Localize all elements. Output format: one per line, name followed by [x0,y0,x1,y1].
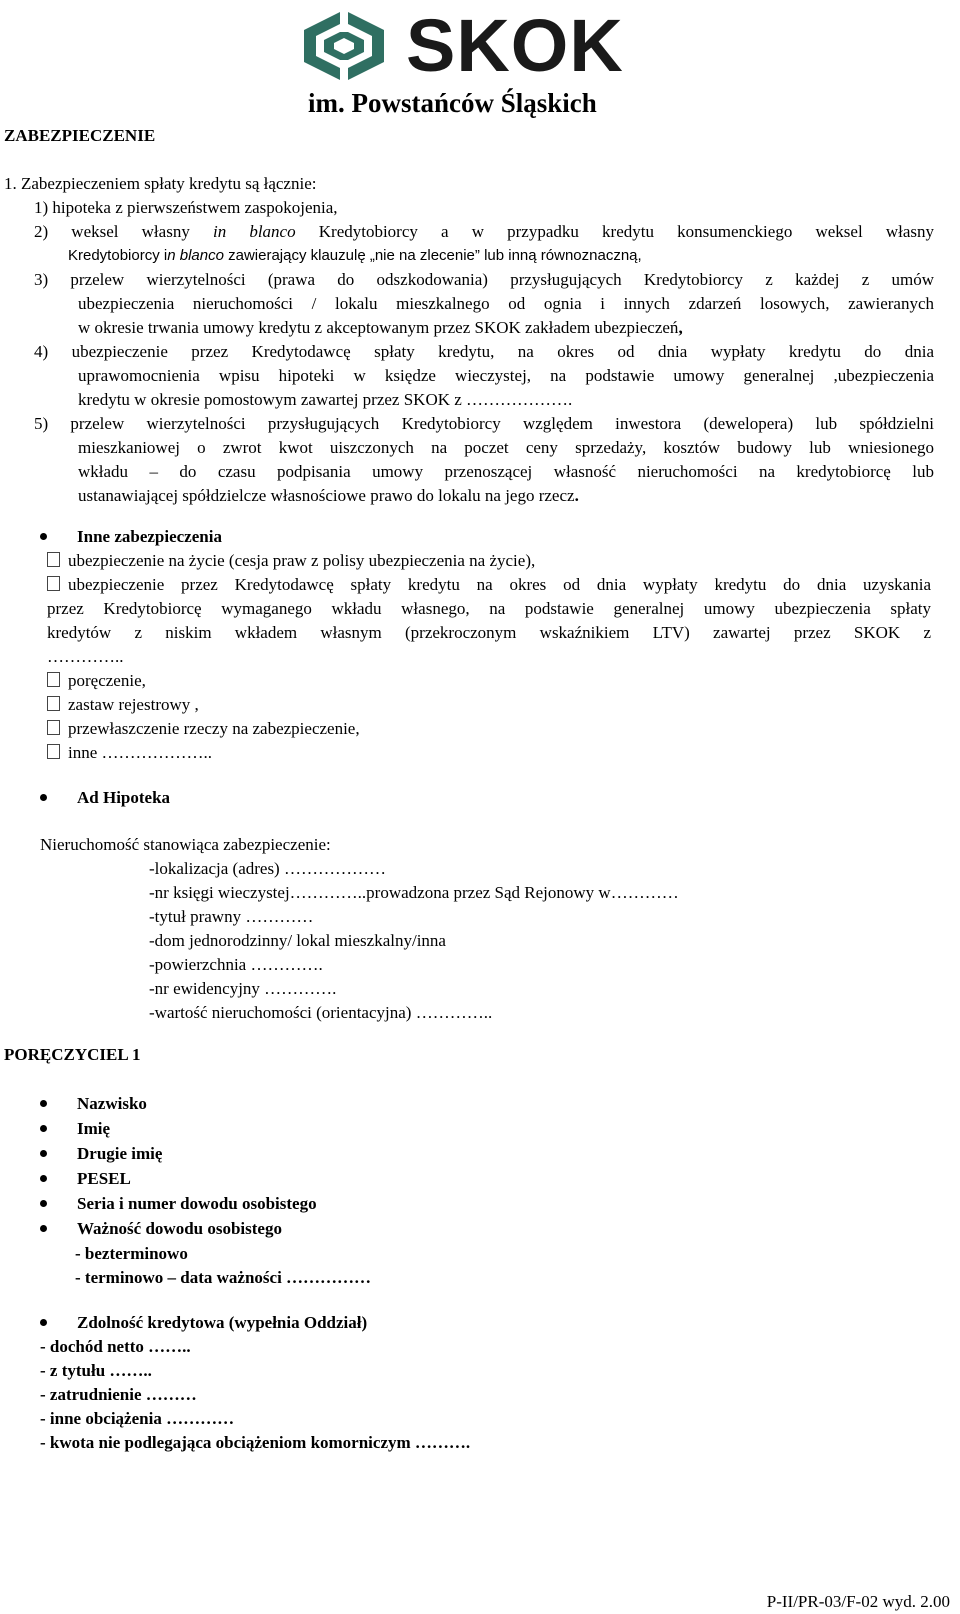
validity-option: - terminowo – data ważności …………… [75,1268,372,1287]
bullet-icon [40,1200,47,1207]
validity-option: - bezterminowo [75,1244,188,1263]
checkbox-icon[interactable] [47,672,60,687]
checkbox-icon[interactable] [47,744,60,759]
inne-option-1: ubezpieczenie na życie (cesja praw z polisy ubezpieczenia na życie), [47,549,931,573]
inne-option-3: poręczenie, [47,669,931,693]
zdolnosc-line: - kwota nie podlegająca obciążeniom komorniczym ………. [40,1433,471,1452]
inne-option-2-line-4: ………….. [47,647,124,666]
bullet-icon [40,1100,47,1107]
item-1: 1) hipoteka z pierwszeństwem zaspokojenia, [34,198,338,217]
checkbox-icon[interactable] [47,552,60,567]
item-3-line-3: w okresie trwania umowy kredytu z akceptowanym przez SKOK zakładem ubezpieczeń, [78,318,683,337]
hipoteka-line: -lokalizacja (adres) ……………… [149,859,386,878]
bullet-icon [40,794,47,801]
list-item: Seria i numer dowodu osobistego [0,1192,600,1217]
item-3-line-1: 3) przelew wierzytelności (prawa do odszkodowania) przysługujących Kredytobiorcy z każdej z umów [34,270,934,289]
skok-emblem-icon [296,8,392,84]
item-2-line-2: Kredytobiorcy in blanco zawierający klauzulę „nie na zlecenie” lub inną równoznaczną, [68,247,642,264]
zdolnosc-fields [40,1335,470,1455]
item-5-line-2: mieszkaniowej o zwrot kwot uiszczonych na poczet ceny sprzedaży, kosztów budowy lub wniesionego [78,438,934,457]
inne-option-4: zastaw rejestrowy , [47,693,931,717]
poreczyciel-fields [0,1092,600,1290]
item-4-line-2: uprawomocnienia wpisu hipoteki w księdze wieczystej, na podstawie umowy generalnej ,ubezpieczenia [78,366,934,385]
item-5-line-3: wkładu – do czasu podpisania umowy przenoszącej własność nieruchomości na kredytobiorcę lub [78,462,934,481]
zdolnosc-line: - inne obciążenia ………… [40,1409,235,1428]
document-code: P-II/PR-03/F-02 wyd. 2.00 [766,1592,950,1611]
item-5-line-4: ustanawiającej spółdzielcze własnościowe prawo do lokalu na jego rzecz. [78,486,579,505]
hipoteka-intro: Nieruchomość stanowiąca zabezpieczenie: [40,835,331,854]
zdolnosc-line: - zatrudnienie ……… [40,1385,197,1404]
hipoteka-line: -wartość nieruchomości (orientacyjna) ………….. [149,1003,493,1022]
checkbox-icon[interactable] [47,576,60,591]
list-item: Drugie imię [0,1142,600,1167]
inne-option-5: przewłaszczenie rzeczy na zabezpieczenie, [47,717,931,741]
inne-option-2-line-3: kredytów z niskim wkładem własnym (przekroczonym wskaźnikiem LTV) zawartej przez SKOK z [47,623,931,642]
zdolnosc-line: - dochód netto …….. [40,1337,191,1356]
zdolnosc-heading: Zdolność kredytowa (wypełnia Oddział) [77,1313,368,1332]
hipoteka-line: -dom jednorodzinny/ lokal mieszkalny/inna [149,931,446,950]
skok-logo [296,6,656,121]
bullet-icon [40,1150,47,1157]
inne-option-6: inne ……………….. [47,741,931,765]
checkbox-icon[interactable] [47,696,60,711]
logo-subtitle: im. Powstańców Śląskich [308,88,597,118]
bullet-icon [40,1225,47,1232]
poreczyciel-heading: PORĘCZYCIEL 1 [4,1045,141,1064]
inne-options [47,549,931,765]
hipoteka-line: -nr ewidencyjny …………. [149,979,337,998]
hipoteka-fields [149,857,679,1025]
bullet-icon [40,1175,47,1182]
hipoteka-heading: Ad Hipoteka [77,788,171,807]
section-title: ZABEZPIECZENIE [4,126,156,145]
zdolnosc-line: - z tytułu …….. [40,1361,152,1380]
item-3-line-2: ubezpieczenia nieruchomości / lokalu mieszkalnego od ognia i innych zdarzeń losowych, zawieranych [78,294,934,313]
inne-heading: Inne zabezpieczenia [77,527,222,546]
bullet-icon [40,533,47,540]
list-item: Nazwisko [0,1092,600,1117]
list-item: PESEL [0,1167,600,1192]
checkbox-icon[interactable] [47,720,60,735]
item-5-line-1: 5) przelew wierzytelności przysługujących Kredytobiorcy względem inwestora (dewelopera) lub spółdzielni [34,414,934,433]
section-1 [4,172,934,508]
bullet-icon [40,1125,47,1132]
list-item: Imię [0,1117,600,1142]
item-4-line-1: 4) ubezpieczenie przez Kredytodawcę spłaty kredytu, na okres od dnia wypłaty kredytu do dnia [34,342,934,361]
hipoteka-line: -tytuł prawny ………… [149,907,314,926]
inne-option-2-line-1: ubezpieczenie przez Kredytodawcę spłaty kredytu na okres od dnia wypłaty kredytu do dnia uzyskania [47,573,931,597]
inne-option-2-line-2: przez Kredytobiorcę wymaganego wkładu własnego, na podstawie generalnej umowy ubezpieczenia spłaty [47,599,931,618]
logo-name: SKOK [406,4,624,87]
list-item: Ważność dowodu osobistego [0,1217,600,1242]
bullet-icon [40,1319,47,1326]
item-2-line-1: 2) weksel własny in blanco Kredytobiorcy a w przypadku kredytu konsumenckiego weksel własny [34,222,934,241]
item-4-line-3: kredytu w okresie pomostowym zawartej przez SKOK z ………………. [78,390,573,409]
section-1-intro: 1. Zabezpieczeniem spłaty kredytu są łącznie: [4,174,317,193]
hipoteka-line: -nr księgi wieczystej…………..prowadzona przez Sąd Rejonowy w………… [149,883,679,902]
hipoteka-line: -powierzchnia …………. [149,955,323,974]
